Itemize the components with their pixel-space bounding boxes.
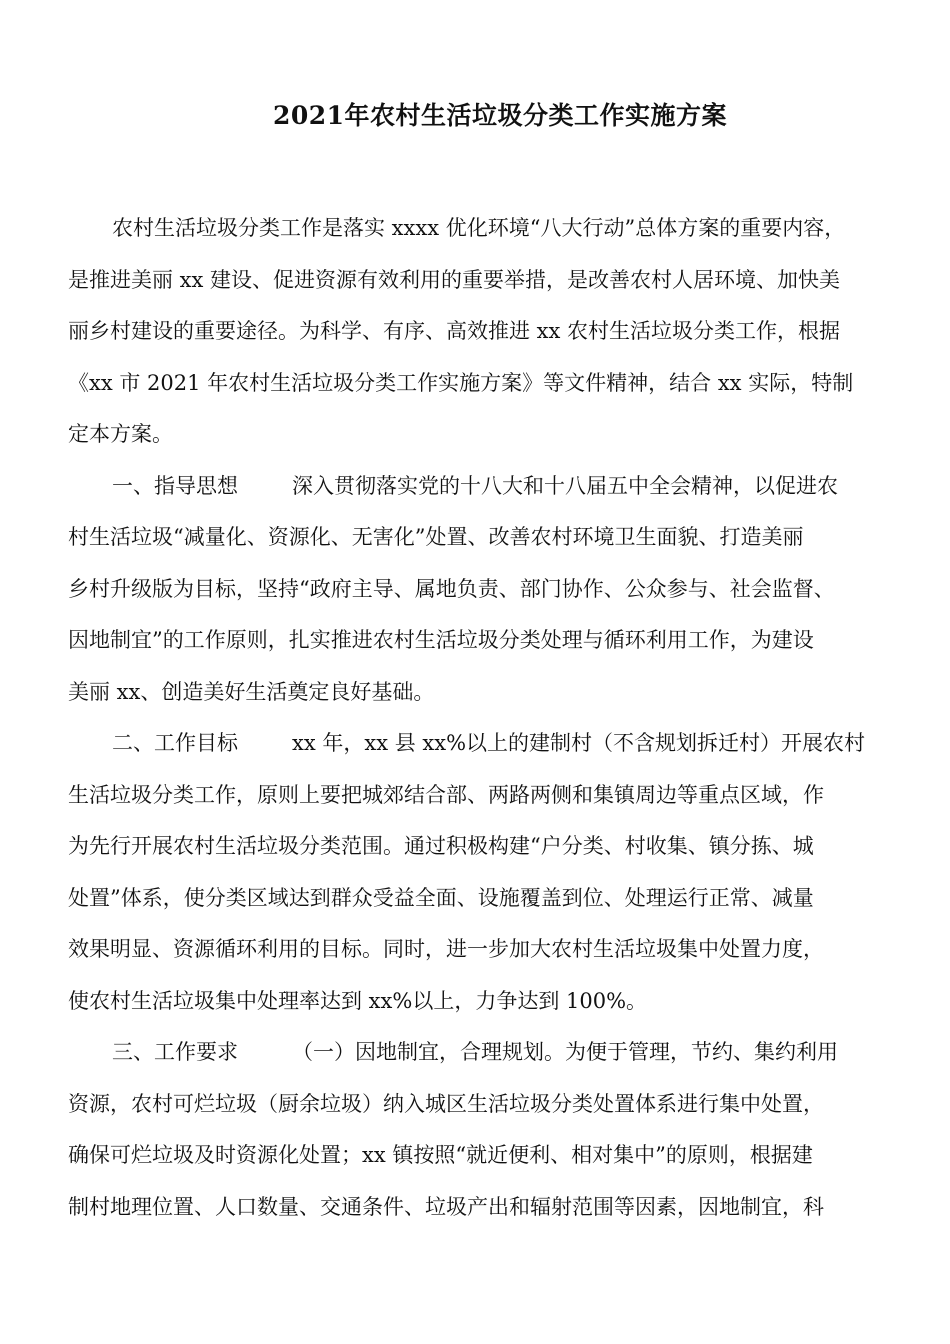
section-first-line xyxy=(68,725,890,777)
section-text: xx 年，xx 县 xx%以上的建制村（不含规划拆迁村）开展农村 xyxy=(292,731,866,755)
section-heading: 三、工作要求 xyxy=(112,1040,238,1064)
section-work-goals xyxy=(68,725,890,1034)
section-line: 村生活垃圾“减量化、资源化、无害化”处置、改善农村环境卫生面貌、打造美丽 xyxy=(68,525,804,549)
section-line: 制村地理位置、人口数量、交通条件、垃圾产出和辐射范围等因素，因地制宜，科 xyxy=(68,1194,824,1219)
intro-line: 农村生活垃圾分类工作是落实 xxxx 优化环境“八大行动”总体方案的重要内容， xyxy=(112,216,846,240)
section-line: 因地制宜”的工作原则，扎实推进农村生活垃圾分类处理与循环利用工作，为建设 xyxy=(68,628,814,652)
section-line: 处置”体系，使分类区域达到群众受益全面、设施覆盖到位、处理运行正常、减量 xyxy=(68,885,814,910)
section-heading: 一、指导思想 xyxy=(112,473,238,498)
document-body xyxy=(68,210,890,1240)
section-text: （一）因地制宜，合理规划。为便于管理，节约、集约利用 xyxy=(292,1040,838,1064)
section-line: 确保可烂垃圾及时资源化处置；xx 镇按照“就近便利、相对集中”的原则，根据建 xyxy=(68,1143,813,1167)
section-guiding-principles xyxy=(68,468,890,726)
section-line: 资源，农村可烂垃圾（厨余垃圾）纳入城区生活垃圾分类处置体系进行集中处置， xyxy=(68,1091,824,1116)
section-line: 美丽 xx、创造美好生活奠定良好基础。 xyxy=(68,679,435,704)
section-first-line xyxy=(68,1034,890,1086)
intro-line: 丽乡村建设的重要途径。为科学、有序、高效推进 xx 农村生活垃圾分类工作，根据 xyxy=(68,319,841,343)
section-work-requirements xyxy=(68,1034,890,1240)
section-line: 生活垃圾分类工作，原则上要把城郊结合部、两路两侧和集镇周边等重点区域，作 xyxy=(68,782,824,807)
document-title: 2021年农村生活垃圾分类工作实施方案 xyxy=(272,101,728,130)
intro-line: 《xx 市 2021 年农村生活垃圾分类工作实施方案》等文件精神，结合 xx 实际，特制 xyxy=(68,370,854,395)
section-heading: 二、工作目标 xyxy=(112,731,238,755)
section-text: 深入贯彻落实党的十八大和十八届五中全会精神，以促进农 xyxy=(292,473,838,498)
section-line: 乡村升级版为目标，坚持“政府主导、属地负责、部门协作、公众参与、社会监督、 xyxy=(68,576,835,601)
intro-line: 定本方案。 xyxy=(68,422,173,446)
section-line: 使农村生活垃圾集中处理率达到 xx%以上，力争达到 100%。 xyxy=(68,988,648,1013)
intro-paragraph xyxy=(68,210,890,468)
intro-line: 是推进美丽 xx 建设、促进资源有效利用的重要举措，是改善农村人居环境、加快美 xyxy=(68,267,841,292)
section-line: 效果明显、资源循环利用的目标。同时，进一步加大农村生活垃圾集中处置力度， xyxy=(68,937,824,961)
section-first-line xyxy=(68,468,890,520)
section-line: 为先行开展农村生活垃圾分类范围。通过积极构建“户分类、村收集、镇分拣、城 xyxy=(68,834,814,858)
